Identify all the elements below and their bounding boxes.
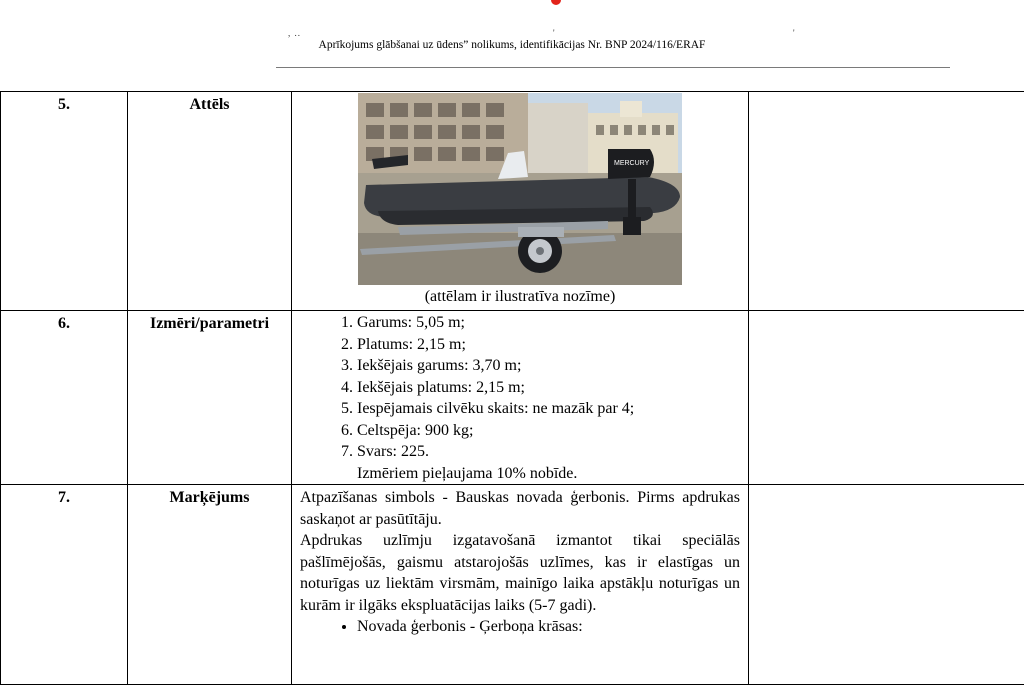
table-row: [1, 485, 1024, 685]
document-header-title: Aprīkojums glābšanai uz ūdens” nolikums, identifikācijas Nr. BNP 2024/116/ERAF: [0, 39, 1024, 51]
row-title: Izmēri/parametri: [128, 311, 292, 485]
outboard-brand-label: MERCURY: [614, 160, 650, 167]
row-spec-cell: [292, 311, 749, 485]
photo-caption: (attēlam ir ilustratīva nozīme): [292, 286, 748, 308]
header-fragment-right: ': [793, 28, 796, 38]
row-number: 7.: [1, 485, 128, 685]
row-spec-cell: [292, 485, 749, 685]
list-item: • Novada ģerbonis - Ģerboņa krāsas:: [357, 616, 748, 638]
marking-paragraph: Atpazīšanas simbols - Bauskas novada ģerbonis. Pirms apdrukas saskaņot ar pasūtītāju.: [292, 485, 748, 530]
list-item: 2. Platums: 2,15 m;: [357, 334, 748, 356]
dimensions-list: [292, 312, 748, 463]
list-item: 1. Garums: 5,05 m;: [357, 312, 748, 334]
row-number: 6.: [1, 311, 128, 485]
marking-bullet-list: [292, 616, 748, 638]
header-fragment-mid: ': [553, 28, 556, 38]
list-item: 7. Svars: 225.: [357, 441, 748, 463]
list-item: 3. Iekšējais garums: 3,70 m;: [357, 355, 748, 377]
sticker-paragraph: Apdrukas uzlīmju izgatavošanā izmantot tikai speciālās pašlīmējošās, gaismu atstarojošās uzlīmes, kas ir elastīgas un noturīgas uz liektām virsmām, mainīgo laika apstākļu noturīgas un kurām ir ilgāks ekspluatācijas laiks (5-7 gadi).: [292, 530, 748, 616]
row-number: 5.: [1, 92, 128, 311]
row-empty-cell: [749, 485, 1024, 685]
row-title: Attēls: [128, 92, 292, 311]
logo-fragment: [551, 0, 561, 5]
list-item: 5. Iespējamais cilvēku skaits: ne mazāk par 4;: [357, 398, 748, 420]
tolerance-note: Izmēriem pieļaujama 10% nobīde.: [292, 463, 748, 485]
row-title: Marķējums: [128, 485, 292, 685]
list-item: 6. Celtspēja: 900 kg;: [357, 420, 748, 442]
row-spec-cell: [292, 92, 749, 311]
row-empty-cell: [749, 92, 1024, 311]
specification-table: [0, 91, 1024, 685]
header-divider: [276, 67, 950, 68]
boat-photo: [358, 93, 682, 285]
row-empty-cell: [749, 311, 1024, 485]
header-fragment-left: , ..: [288, 28, 301, 38]
table-row: [1, 311, 1024, 485]
table-row: [1, 92, 1024, 311]
boat-photo-illustration: [358, 93, 682, 285]
list-item: 4. Iekšējais platums: 2,15 m;: [357, 377, 748, 399]
